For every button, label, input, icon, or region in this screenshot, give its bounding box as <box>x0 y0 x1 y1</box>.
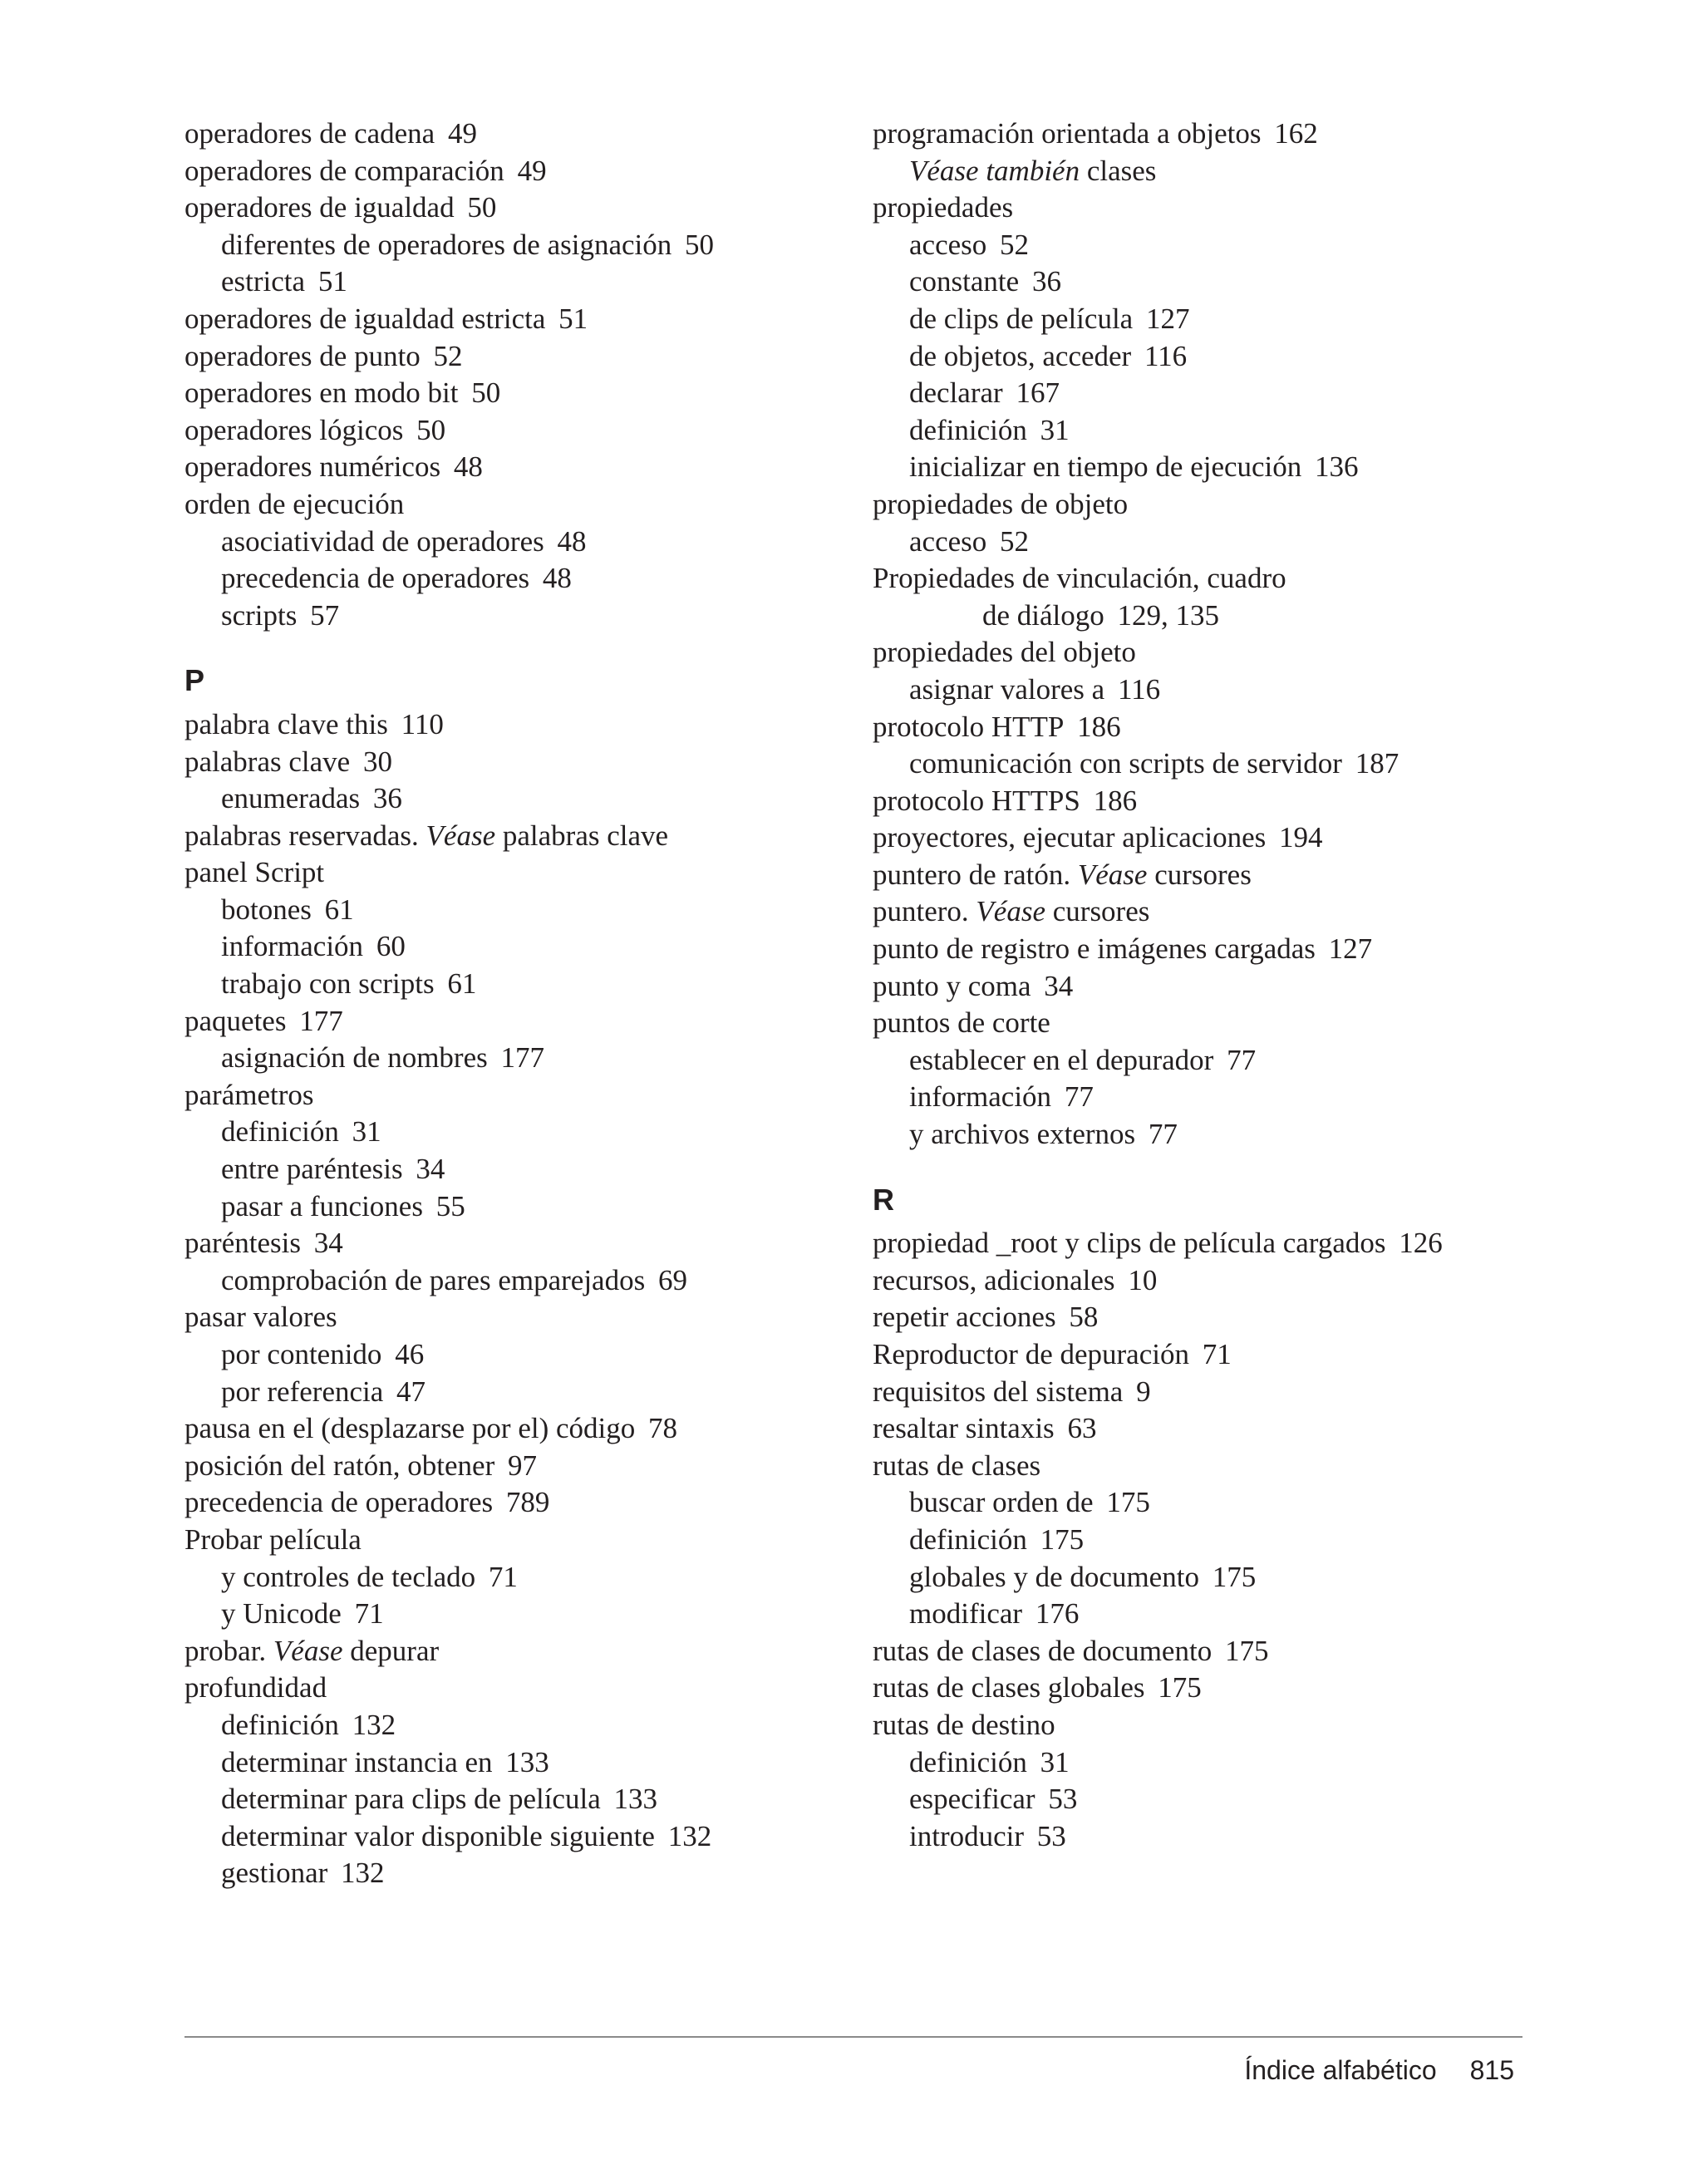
page-reference: 53 <box>1036 1819 1066 1852</box>
cross-reference-target: cursores <box>1154 858 1252 891</box>
entry-term: constante <box>909 265 1020 298</box>
index-subentry <box>184 1855 849 1892</box>
page-reference: 69 <box>657 1263 687 1296</box>
page-reference: 34 <box>1044 969 1074 1002</box>
index-subentry <box>873 449 1621 486</box>
entry-term: por referencia <box>221 1375 384 1408</box>
page-reference: 133 <box>613 1783 657 1816</box>
entry-term: recursos, adicionales <box>873 1263 1115 1296</box>
index-subentry <box>184 1374 849 1411</box>
entry-term: rutas de clases <box>873 1449 1041 1482</box>
entry-term: acceso <box>909 524 987 558</box>
entry-term: comprobación de pares emparejados <box>221 1263 646 1296</box>
entry-term: paquetes <box>184 1004 287 1037</box>
entry-term: precedencia de operadores <box>184 1486 494 1519</box>
page-reference: 132 <box>667 1819 712 1852</box>
cross-reference-target: cursores <box>1052 895 1150 928</box>
page-reference: 186 <box>1077 710 1121 743</box>
entry-term: puntero. <box>873 895 969 928</box>
index-column-left <box>184 116 849 1892</box>
index-subentry <box>184 928 849 966</box>
page-reference: 177 <box>500 1041 544 1075</box>
page-reference: 34 <box>416 1153 445 1186</box>
page-reference: 175 <box>1212 1560 1257 1593</box>
entry-term: protocolo HTTPS <box>873 784 1080 817</box>
entry-term: repetir acciones <box>873 1301 1056 1334</box>
index-entry <box>184 338 849 376</box>
index-entry <box>184 449 849 486</box>
entry-term: propiedades <box>873 191 1014 224</box>
page-reference: 50 <box>467 191 497 224</box>
page-reference: 63 <box>1067 1412 1097 1445</box>
entry-term: probar. <box>184 1634 267 1667</box>
index-subentry <box>873 1116 1621 1153</box>
entry-term: palabras reservadas. <box>184 819 419 852</box>
page-reference: 71 <box>488 1560 518 1593</box>
index-entry <box>873 783 1621 820</box>
index-entry <box>873 1633 1621 1670</box>
page-reference: 31 <box>352 1115 381 1149</box>
index-subentry <box>184 966 849 1003</box>
index-subentry <box>873 227 1621 264</box>
entry-term: pasar valores <box>184 1301 337 1334</box>
page-reference: 133 <box>505 1745 549 1778</box>
index-entry <box>873 486 1621 524</box>
entry-term: entre paréntesis <box>221 1153 403 1186</box>
page-reference: 50 <box>471 376 501 410</box>
entry-term: puntero de ratón. <box>873 858 1071 891</box>
index-entry <box>873 1225 1621 1262</box>
index-subentry <box>184 780 849 818</box>
page-reference: 175 <box>1224 1634 1269 1667</box>
index-entry <box>873 893 1621 931</box>
entry-term: y Unicode <box>221 1597 342 1631</box>
index-subentry <box>873 301 1621 338</box>
entry-term: operadores de comparación <box>184 154 504 187</box>
page-reference: 9 <box>1136 1375 1151 1408</box>
section-letter-heading: R <box>873 1182 894 1217</box>
page-reference: 132 <box>352 1708 396 1741</box>
page-reference: 175 <box>1106 1486 1150 1519</box>
entry-term: propiedad _root y clips de película cargados <box>873 1227 1386 1260</box>
page-reference: 52 <box>1000 524 1030 558</box>
index-entry <box>184 1448 849 1485</box>
index-subentry <box>873 1781 1621 1818</box>
index-subentry <box>873 1596 1621 1633</box>
entry-term: declarar <box>909 376 1003 410</box>
entry-term: acceso <box>909 228 987 261</box>
index-column-right <box>873 116 1621 1855</box>
index-entry <box>873 189 1621 227</box>
entry-term: gestionar <box>221 1857 328 1890</box>
page-reference: 71 <box>354 1597 384 1631</box>
page-reference: 49 <box>517 154 547 187</box>
index-entry <box>184 1410 849 1448</box>
index-entry <box>184 818 849 855</box>
entry-term: definición <box>909 1745 1027 1778</box>
page-reference: 47 <box>396 1375 426 1408</box>
page-reference: 177 <box>299 1004 343 1037</box>
entry-term: rutas de clases de documento <box>873 1634 1213 1667</box>
index-entry <box>184 1670 849 1707</box>
index-subentry <box>184 1559 849 1596</box>
entry-term: orden de ejecución <box>184 487 405 520</box>
entry-term: definición <box>221 1708 339 1741</box>
entry-term: panel Script <box>184 856 325 889</box>
entry-term: comunicación con scripts de servidor <box>909 747 1342 780</box>
page-reference: 132 <box>341 1857 385 1890</box>
index-subentry <box>873 263 1621 301</box>
page-reference: 48 <box>542 562 572 595</box>
cross-reference-label: Véase <box>273 1634 343 1667</box>
index-subentry <box>184 1151 849 1188</box>
index-subentry <box>184 598 849 635</box>
entry-term: rutas de clases globales <box>873 1671 1145 1704</box>
page-reference: 48 <box>557 524 587 558</box>
entry-term: inicializar en tiempo de ejecución <box>909 450 1302 484</box>
entry-term: operadores de igualdad <box>184 191 455 224</box>
index-subentry <box>873 1484 1621 1522</box>
index-entry <box>184 486 849 524</box>
entry-term: requisitos del sistema <box>873 1375 1124 1408</box>
entry-term: proyectores, ejecutar aplicaciones <box>873 821 1267 854</box>
entry-term: asociatividad de operadores <box>221 524 544 558</box>
entry-term: operadores de cadena <box>184 117 435 150</box>
entry-term: operadores lógicos <box>184 413 404 446</box>
entry-term: de objetos, acceder <box>909 339 1132 372</box>
page-reference: 30 <box>362 745 392 778</box>
entry-term: trabajo con scripts <box>221 967 435 1001</box>
entry-term: determinar instancia en <box>221 1745 493 1778</box>
page-reference: 58 <box>1069 1301 1099 1334</box>
page-reference: 77 <box>1227 1043 1257 1076</box>
entry-term: y controles de teclado <box>221 1560 476 1593</box>
index-subentry <box>873 1818 1621 1856</box>
index-entry <box>873 116 1621 153</box>
index-subentry <box>184 1188 849 1226</box>
page-reference: 186 <box>1093 784 1138 817</box>
cross-reference-target: depurar <box>350 1634 440 1667</box>
index-subentry <box>184 892 849 929</box>
page-reference: 162 <box>1274 117 1318 150</box>
index-subentry <box>184 263 849 301</box>
index-subentry <box>184 560 849 598</box>
index-subentry <box>873 412 1621 450</box>
entry-term: por contenido <box>221 1338 382 1370</box>
page-reference: 51 <box>317 265 347 298</box>
page-reference: 60 <box>376 930 406 963</box>
entry-term: información <box>909 1080 1052 1114</box>
index-entry <box>873 1448 1621 1485</box>
page-reference: 61 <box>324 893 354 926</box>
entry-term: información <box>221 930 364 963</box>
entry-term: scripts <box>221 598 298 632</box>
page-reference: 57 <box>310 598 340 632</box>
entry-term: programación orientada a objetos <box>873 117 1262 150</box>
index-entry <box>873 1262 1621 1300</box>
entry-term: asignar valores a <box>909 672 1105 706</box>
page-reference: 176 <box>1035 1597 1080 1631</box>
index-entry <box>873 1005 1621 1042</box>
entry-term: precedencia de operadores <box>221 562 530 595</box>
entry-term: diferentes de operadores de asignación <box>221 228 672 261</box>
page-reference: 126 <box>1399 1227 1443 1260</box>
index-entry <box>873 931 1621 968</box>
index-subentry <box>873 671 1621 709</box>
page-reference: 175 <box>1158 1671 1202 1704</box>
entry-term: palabra clave this <box>184 707 388 740</box>
index-subentry <box>873 1559 1621 1596</box>
entry-term: definición <box>909 413 1027 446</box>
index-subentry <box>184 227 849 264</box>
entry-term: establecer en el depurador <box>909 1043 1214 1076</box>
index-subentry <box>184 1336 849 1374</box>
index-entry <box>184 706 849 744</box>
index-entry <box>184 301 849 338</box>
page-reference: 50 <box>685 228 715 261</box>
index-subentry <box>873 1042 1621 1080</box>
section-letter-heading: P <box>184 663 205 698</box>
page-reference: 71 <box>1202 1338 1232 1370</box>
entry-term: operadores de punto <box>184 339 421 372</box>
page-reference: 55 <box>435 1189 465 1222</box>
index-subentry <box>184 1707 849 1744</box>
index-entry <box>184 1225 849 1262</box>
entry-term: asignación de nombres <box>221 1041 488 1075</box>
index-entry <box>873 1374 1621 1411</box>
index-subentry <box>184 1818 849 1856</box>
entry-term: definición <box>221 1115 339 1149</box>
index-subentry <box>873 1079 1621 1116</box>
footer-page-number: 815 <box>1469 2055 1514 2085</box>
index-subentry <box>873 1744 1621 1782</box>
entry-term: punto y coma <box>873 969 1031 1002</box>
page-reference: 52 <box>1000 228 1030 261</box>
index-entry <box>184 412 849 450</box>
entry-term: palabras clave <box>184 745 351 778</box>
page-reference: 194 <box>1278 821 1323 854</box>
page-reference: 78 <box>648 1412 678 1445</box>
cross-reference-label: Véase también <box>909 154 1080 187</box>
entry-term: globales y de documento <box>909 1560 1199 1593</box>
index-entry <box>873 1299 1621 1336</box>
entry-term: enumeradas <box>221 782 361 815</box>
page-reference: 48 <box>453 450 483 484</box>
page-reference: 97 <box>507 1449 537 1482</box>
page-reference: 116 <box>1117 672 1161 706</box>
cross-reference-label: Véase <box>1077 858 1148 891</box>
index-entry <box>184 1633 849 1670</box>
cross-reference-target: clases <box>1086 154 1157 187</box>
page-reference: 10 <box>1128 1263 1158 1296</box>
index-entry <box>184 744 849 781</box>
page-reference: 77 <box>1148 1118 1178 1151</box>
page-reference: 36 <box>1031 265 1061 298</box>
entry-term: rutas de destino <box>873 1708 1055 1741</box>
page-reference: 36 <box>372 782 402 815</box>
cross-reference-label: Véase <box>976 895 1045 928</box>
entry-term: estricta <box>221 265 306 298</box>
index-entry <box>873 1707 1621 1744</box>
index-subentry <box>873 153 1621 190</box>
index-entry <box>184 1484 849 1522</box>
page-reference: 136 <box>1315 450 1359 484</box>
page-reference: 31 <box>1040 1745 1070 1778</box>
footer-section-title: Índice alfabético <box>1244 2055 1437 2085</box>
entry-term: protocolo HTTP <box>873 710 1065 743</box>
entry-term: Propiedades de vinculación, cuadro <box>873 562 1286 595</box>
index-subentry <box>184 1781 849 1818</box>
entry-term: Reproductor de depuración <box>873 1338 1189 1370</box>
entry-term: parámetros <box>184 1078 314 1111</box>
entry-term: operadores en modo bit <box>184 376 459 410</box>
index-subentry <box>873 745 1621 783</box>
index-subentry <box>184 1040 849 1077</box>
index-subentry <box>873 1522 1621 1559</box>
entry-term: pasar a funciones <box>221 1189 423 1222</box>
entry-term: especificar <box>909 1783 1035 1816</box>
entry-term: propiedades de objeto <box>873 487 1129 520</box>
index-subentry <box>184 1744 849 1782</box>
index-entry <box>184 1522 849 1559</box>
page-reference: 187 <box>1355 747 1399 780</box>
entry-term: puntos de corte <box>873 1006 1050 1040</box>
index-entry <box>873 819 1621 857</box>
entry-term: pausa en el (desplazarse por el) código <box>184 1412 636 1445</box>
entry-term: propiedades del objeto <box>873 636 1136 669</box>
page-reference: 110 <box>401 707 444 740</box>
entry-term: operadores de igualdad estricta <box>184 302 546 335</box>
index-subentry <box>873 338 1621 376</box>
index-subentry <box>184 524 849 561</box>
entry-term: Probar película <box>184 1522 362 1556</box>
page-reference: 61 <box>447 967 477 1001</box>
index-subentry <box>184 1114 849 1151</box>
cross-reference-label: Véase <box>426 819 496 852</box>
entry-term: operadores numéricos <box>184 450 441 484</box>
page-reference: 52 <box>433 339 463 372</box>
entry-term: introducir <box>909 1819 1025 1852</box>
index-entry <box>873 560 1621 598</box>
index-entry <box>873 709 1621 746</box>
index-entry <box>873 1410 1621 1448</box>
page-reference: 167 <box>1016 376 1060 410</box>
index-entry <box>873 968 1621 1006</box>
entry-term: profundidad <box>184 1671 327 1704</box>
index-subentry <box>873 375 1621 412</box>
entry-term: modificar <box>909 1597 1023 1631</box>
footer-divider <box>184 2036 1522 2038</box>
page-reference: 77 <box>1064 1080 1094 1114</box>
entry-term: y archivos externos <box>909 1118 1136 1151</box>
entry-term: buscar orden de <box>909 1486 1094 1519</box>
page-reference: 46 <box>395 1338 425 1370</box>
page-reference: 49 <box>447 117 477 150</box>
page-reference: 53 <box>1048 1783 1078 1816</box>
cross-reference-target: palabras clave <box>502 819 669 852</box>
entry-term: posición del ratón, obtener <box>184 1449 495 1482</box>
index-entry <box>873 598 1621 635</box>
page-reference: 34 <box>313 1227 343 1260</box>
page-reference: 127 <box>1328 932 1373 966</box>
entry-term: de clips de película <box>909 302 1134 335</box>
index-entry <box>873 1670 1621 1707</box>
index-subentry <box>184 1262 849 1300</box>
page-reference: 116 <box>1144 339 1188 372</box>
index-entry <box>184 116 849 153</box>
index-subentry <box>184 1596 849 1633</box>
entry-term: definición <box>909 1522 1027 1556</box>
page-footer <box>1244 2055 1514 2086</box>
entry-term: determinar para clips de película <box>221 1783 601 1816</box>
entry-term: paréntesis <box>184 1227 301 1260</box>
index-entry <box>873 634 1621 671</box>
page-reference: 50 <box>416 413 446 446</box>
entry-term: de diálogo <box>982 598 1104 632</box>
page-reference: 31 <box>1040 413 1070 446</box>
index-entry <box>184 854 849 892</box>
index-entry <box>184 153 849 190</box>
page-reference: 129, 135 <box>1117 598 1220 632</box>
index-entry <box>873 1336 1621 1374</box>
page-reference: 51 <box>558 302 588 335</box>
page-reference: 127 <box>1145 302 1190 335</box>
index-entry <box>184 1299 849 1336</box>
index-entry <box>184 1077 849 1114</box>
entry-term: resaltar sintaxis <box>873 1412 1055 1445</box>
index-entry <box>184 189 849 227</box>
index-entry <box>873 857 1621 894</box>
index-subentry <box>873 524 1621 561</box>
index-entry <box>184 375 849 412</box>
entry-term: botones <box>221 893 312 926</box>
index-entry <box>184 1003 849 1040</box>
entry-term: determinar valor disponible siguiente <box>221 1819 655 1852</box>
page-reference: 789 <box>505 1486 550 1519</box>
page-reference: 175 <box>1040 1522 1085 1556</box>
entry-term: punto de registro e imágenes cargadas <box>873 932 1316 966</box>
